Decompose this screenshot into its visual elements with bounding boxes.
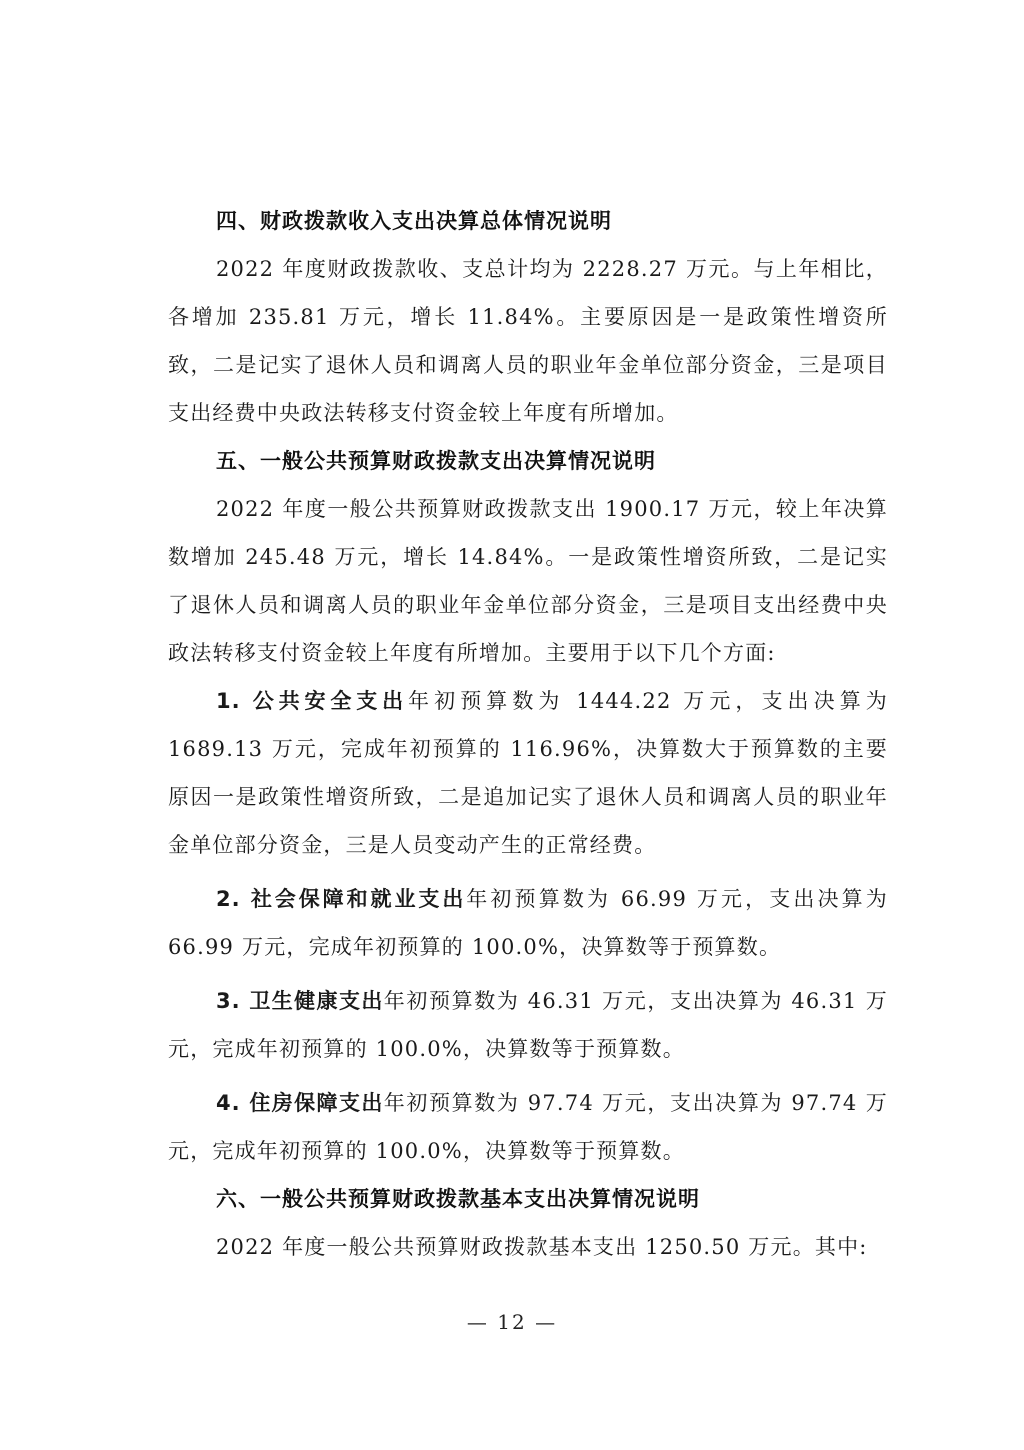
document-body xyxy=(168,197,888,1271)
expenditure-item-health xyxy=(168,977,888,1073)
item-text: 年初预算数为 46.31 万元，支出决算为 46.31 万元，完成年初预算的 100.0%，决算数等于预算数。 xyxy=(168,989,888,1061)
item-lead-label: 2. 社会保障和就业支出 xyxy=(216,887,467,911)
section-paragraph-4: 2022 年度财政拨款收、支总计均为 2228.27 万元。与上年相比，各增加 235.81 万元，增长 11.84%。主要原因是一是政策性增资所致，二是记实了退休人员和调离人员的职业年金单位部分资金，三是项目支出经费中央政法转移支付资金较上年度有所增加。 xyxy=(168,257,888,425)
item-text: 年初预算数为 1444.22 万元，支出决算为 1689.13 万元，完成年初预算的 116.96%，决算数大于预算数的主要原因一是政策性增资所致，二是追加记实了退休人员和调离人员的职业年金单位部分资金，三是人员变动产生的正常经费。 xyxy=(168,689,888,857)
section-heading-4: 四、财政拨款收入支出决算总体情况说明 xyxy=(216,209,612,233)
expenditure-item-social-security xyxy=(168,875,888,971)
section-paragraph-6: 2022 年度一般公共预算财政拨款基本支出 1250.50 万元。其中: xyxy=(216,1235,868,1259)
item-lead-label: 4. 住房保障支出 xyxy=(216,1091,384,1115)
expenditure-item-housing xyxy=(168,1079,888,1175)
item-lead-label: 1. 公共安全支出 xyxy=(216,689,409,713)
item-lead-label: 3. 卫生健康支出 xyxy=(216,989,384,1013)
item-text: 年初预算数为 66.99 万元，支出决算为 66.99 万元，完成年初预算的 100.0%，决算数等于预算数。 xyxy=(168,887,889,959)
section-paragraph-5: 2022 年度一般公共预算财政拨款支出 1900.17 万元，较上年决算数增加 245.48 万元，增长 14.84%。一是政策性增资所致，二是记实了退休人员和调离人员的职业年金单位部分资金，三是项目支出经费中央政法转移支付资金较上年度有所增加。主要用于以下几个方面: xyxy=(168,497,888,665)
page-number: — 12 — xyxy=(466,1310,558,1334)
item-text: 年初预算数为 97.74 万元，支出决算为 97.74 万元，完成年初预算的 100.0%，决算数等于预算数。 xyxy=(168,1091,888,1163)
section-heading-5: 五、一般公共预算财政拨款支出决算情况说明 xyxy=(216,449,656,473)
section-heading-6: 六、一般公共预算财政拨款基本支出决算情况说明 xyxy=(216,1187,700,1211)
expenditure-item-public-security xyxy=(168,677,888,869)
